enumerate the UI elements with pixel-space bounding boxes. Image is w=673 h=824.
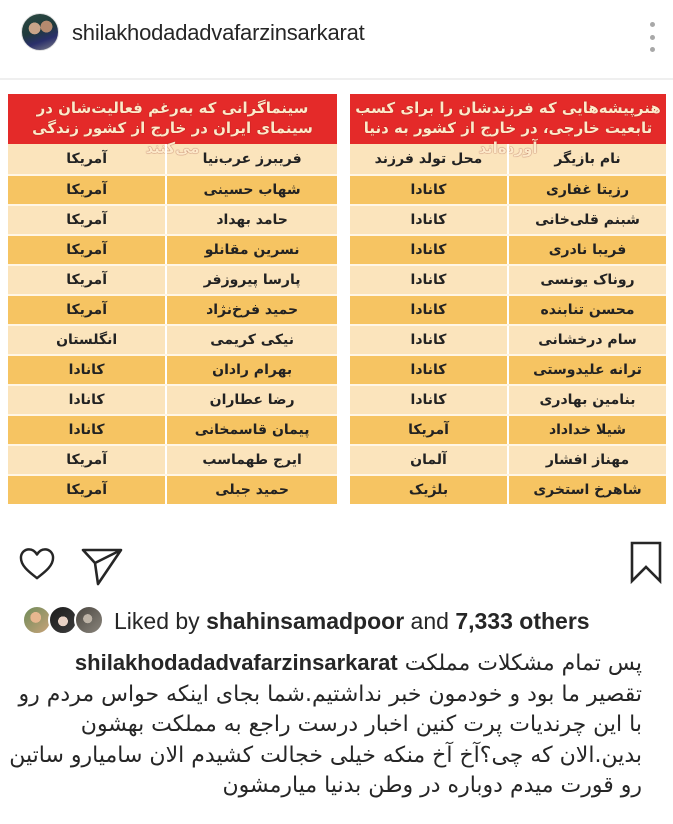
country-cell: کانادا bbox=[8, 416, 167, 444]
table-row bbox=[350, 414, 666, 444]
liker-avatar bbox=[74, 605, 104, 635]
caption-line: تقصیر ما بود و خودمون خبر نداشتیم.شما بجای اینکه حواس مردم رو bbox=[18, 681, 642, 707]
country-cell: کانادا bbox=[350, 356, 509, 384]
table-row bbox=[8, 264, 337, 294]
table-row bbox=[350, 174, 666, 204]
table-row bbox=[8, 474, 337, 504]
table-row bbox=[350, 444, 666, 474]
caption-line: با این چرندیات پرت کنین اخبار درست راجع به مملکت بهشون bbox=[80, 712, 642, 737]
name-cell: شبنم قلی‌خانی bbox=[535, 212, 640, 228]
table-row bbox=[350, 204, 666, 234]
name-cell: پیمان قاسمخانی bbox=[194, 422, 310, 438]
country-cell: آمریکا bbox=[8, 144, 167, 174]
name-cell: سام درخشانی bbox=[538, 332, 637, 348]
name-cell: روناک یونسی bbox=[540, 272, 635, 288]
bookmark-outline-icon[interactable] bbox=[628, 540, 664, 584]
country-cell: انگلستان bbox=[8, 326, 167, 354]
country-cell: آلمان bbox=[350, 446, 509, 474]
name-cell: رزیتا غفاری bbox=[546, 182, 630, 198]
name-cell: شاهرخ استخری bbox=[533, 482, 642, 498]
table-header-row bbox=[350, 144, 666, 174]
country-cell: کانادا bbox=[350, 266, 509, 294]
country-cell: بلژیک bbox=[350, 476, 509, 504]
table-row bbox=[8, 144, 337, 174]
post-header bbox=[0, 0, 673, 78]
likes-prefix: Liked by bbox=[114, 607, 207, 634]
caption-line bbox=[22, 648, 642, 680]
table-row bbox=[350, 294, 666, 324]
country-cell: کانادا bbox=[350, 296, 509, 324]
name-cell: پارسا پیروزفر bbox=[203, 272, 301, 288]
liker-avatars bbox=[18, 604, 108, 638]
country-cell: آمریکا bbox=[8, 296, 167, 324]
heart-outline-icon[interactable] bbox=[18, 547, 56, 581]
table-row bbox=[8, 204, 337, 234]
dot bbox=[650, 35, 655, 40]
table-row bbox=[350, 264, 666, 294]
country-cell: کانادا bbox=[350, 206, 509, 234]
name-cell: بهرام رادان bbox=[212, 362, 293, 378]
table-row bbox=[350, 324, 666, 354]
liker-username[interactable]: shahinsamadpoor bbox=[206, 607, 405, 634]
country-cell: آمریکا bbox=[8, 206, 167, 234]
caption-text: پس تمام مشکلات مملکت bbox=[404, 651, 642, 676]
name-cell: شیلا خداداد bbox=[548, 422, 627, 438]
kebab-vertical-icon[interactable] bbox=[646, 22, 658, 52]
name-cell: نیکی کریمی bbox=[210, 332, 295, 348]
column-header-actor: نام بازیگر bbox=[554, 151, 621, 167]
country-cell: آمریکا bbox=[8, 476, 167, 504]
action-bar bbox=[0, 530, 673, 596]
likes-count[interactable]: 7,333 others bbox=[455, 607, 590, 634]
post-username[interactable]: shilakhodadadvafarzinsarkarat bbox=[72, 20, 365, 45]
name-cell: نسرین مقانلو bbox=[204, 242, 300, 258]
name-cell: حامد بهداد bbox=[216, 212, 288, 228]
likes-summary[interactable] bbox=[18, 603, 590, 639]
name-cell: فریبرز عرب‌نیا bbox=[202, 151, 302, 167]
country-cell: کانادا bbox=[8, 386, 167, 414]
name-cell: محسن تنابنده bbox=[540, 302, 635, 318]
paper-plane-icon[interactable] bbox=[80, 546, 124, 586]
table-row bbox=[350, 354, 666, 384]
table-row bbox=[8, 174, 337, 204]
country-cell: کانادا bbox=[350, 176, 509, 204]
country-cell: آمریکا bbox=[8, 236, 167, 264]
name-cell: حمید فرخ‌نژاد bbox=[206, 302, 299, 318]
table-row bbox=[8, 234, 337, 264]
name-cell: مهناز افشار bbox=[545, 452, 630, 468]
country-cell: کانادا bbox=[8, 356, 167, 384]
table-title: هنرپیشه‌هایی که فرزندشان را برای کسب تابعیت خارجی، در خارج از کشور به دنیا آورده‌اند bbox=[350, 94, 666, 144]
likes-and: and bbox=[404, 607, 456, 634]
country-cell: آمریکا bbox=[8, 176, 167, 204]
country-cell: کانادا bbox=[350, 386, 509, 414]
name-cell: رضا عطاران bbox=[209, 392, 295, 408]
table-title: سینماگرانی که به‌رغم فعالیت‌شان در سینمای ایران در خارج از کشور زندگی می‌کنند bbox=[8, 94, 337, 144]
table-row bbox=[350, 234, 666, 264]
table-row bbox=[8, 354, 337, 384]
table-row bbox=[8, 414, 337, 444]
table-filmmakers-abroad bbox=[8, 94, 337, 504]
country-cell: کانادا bbox=[350, 326, 509, 354]
table-row bbox=[8, 444, 337, 474]
table-row bbox=[350, 474, 666, 504]
country-cell: آمریکا bbox=[8, 446, 167, 474]
name-cell: فریبا نادری bbox=[548, 242, 627, 258]
country-cell: آمریکا bbox=[8, 266, 167, 294]
caption-line: بدین.الان که چی؟آخ آخ منکه خیلی خجالت کشیدم الان سامیارو ساتین bbox=[9, 742, 642, 768]
table-row bbox=[8, 324, 337, 354]
table-row bbox=[350, 384, 666, 414]
caption-username[interactable]: shilakhodadadvafarzinsarkarat bbox=[74, 650, 398, 675]
name-cell: ترانه علیدوستی bbox=[533, 362, 642, 378]
name-cell: حمید جبلی bbox=[215, 482, 290, 498]
country-cell: کانادا bbox=[350, 236, 509, 264]
name-cell: بنامین بهادری bbox=[539, 392, 636, 408]
caption-line: رو قورت میدم دوباره در وطن بدنیا میارمشون bbox=[222, 773, 642, 798]
likes-text[interactable] bbox=[114, 608, 590, 635]
table-row bbox=[8, 384, 337, 414]
column-header-birthplace: محل تولد فرزند bbox=[350, 144, 509, 174]
header-divider bbox=[0, 78, 673, 80]
name-cell: ایرج طهماسب bbox=[202, 452, 302, 468]
dot bbox=[650, 22, 655, 27]
table-actors-children-abroad bbox=[350, 94, 666, 504]
post-caption bbox=[9, 648, 642, 802]
table-row bbox=[8, 294, 337, 324]
post-image[interactable] bbox=[0, 81, 673, 525]
country-cell: آمریکا bbox=[350, 416, 509, 444]
name-cell: شهاب حسینی bbox=[203, 182, 301, 198]
profile-avatar[interactable] bbox=[21, 13, 59, 51]
dot bbox=[650, 47, 655, 52]
